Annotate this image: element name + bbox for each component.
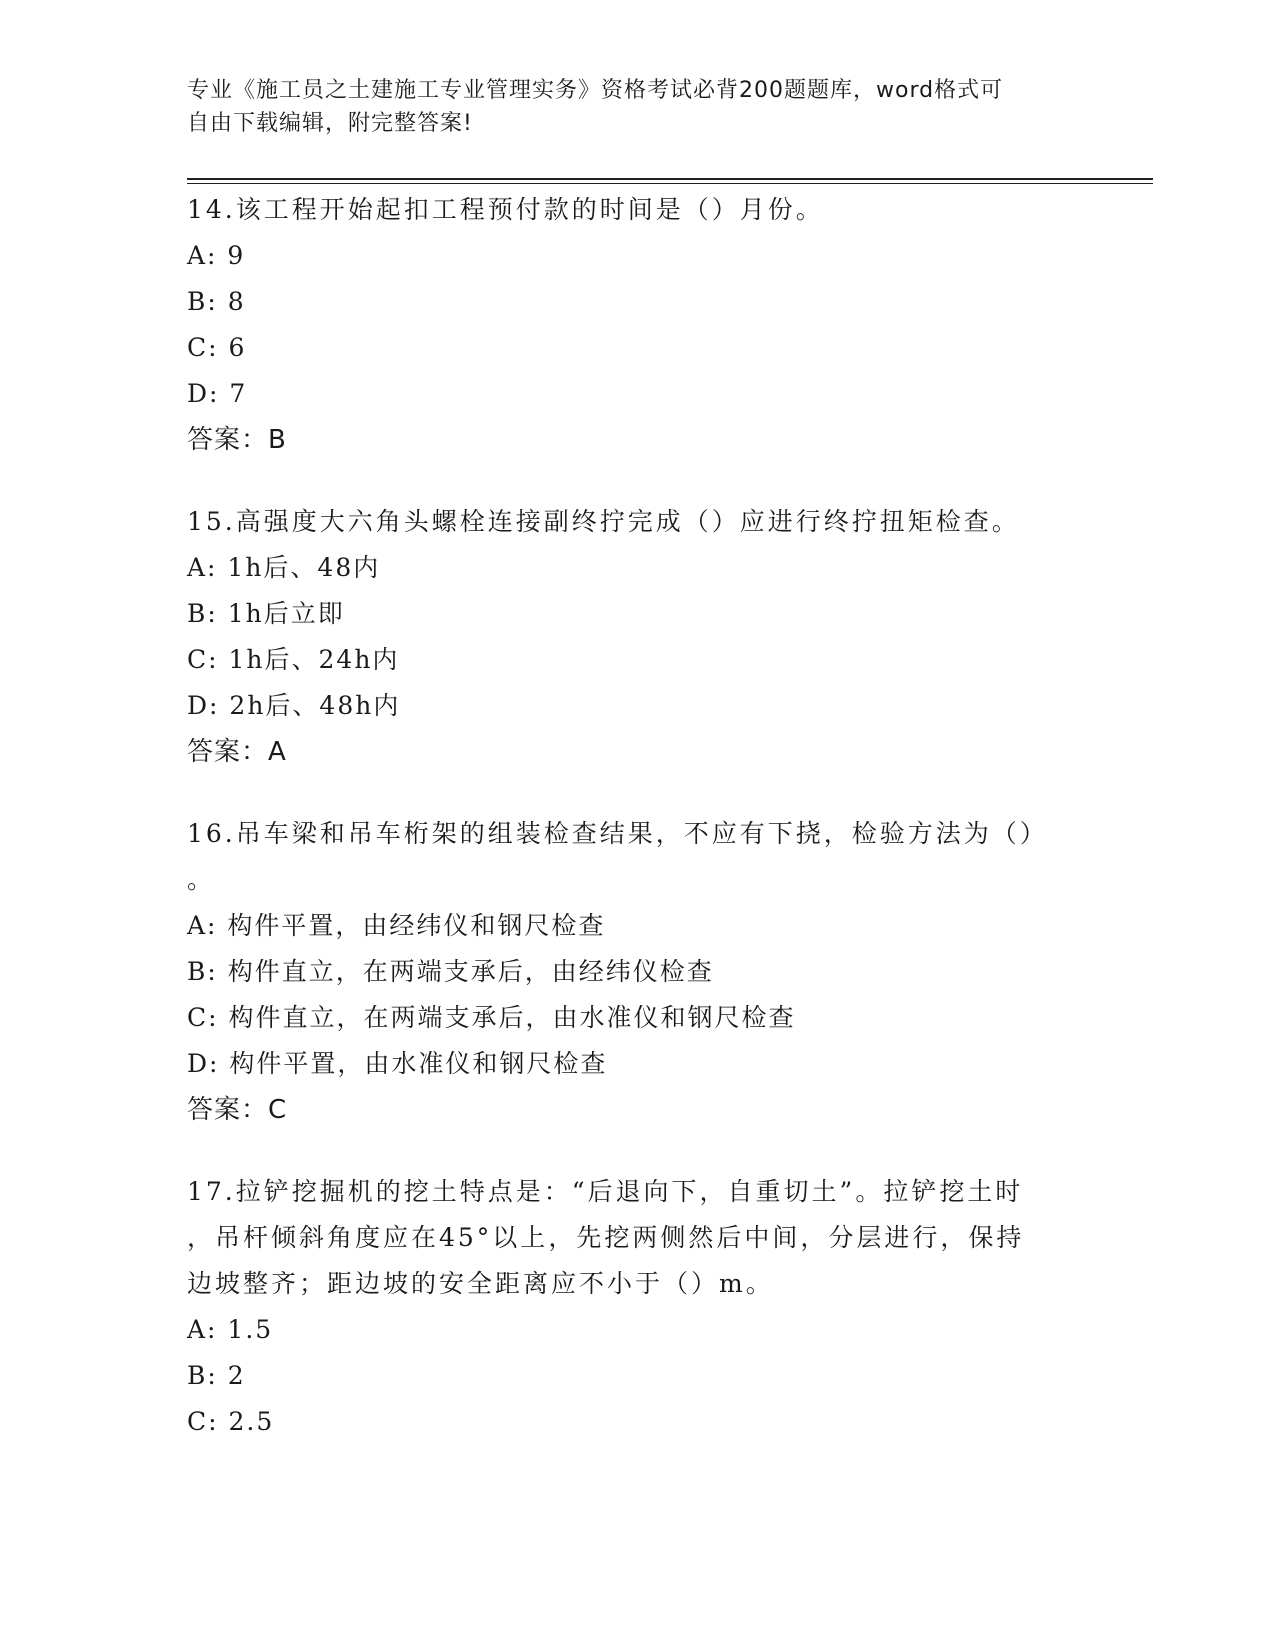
answer: 答案：C — [187, 1095, 288, 1125]
option-c: C: 构件直立，在两端支承后，由水准仪和钢尺检查 — [187, 1003, 796, 1032]
option-a: A: 构件平置，由经纬仪和钢尺检查 — [187, 911, 606, 940]
option-b: B: 8 — [187, 287, 246, 316]
option-b: B: 2 — [187, 1361, 246, 1390]
option-c: C: 6 — [187, 333, 247, 362]
question-list — [187, 187, 1087, 1481]
option-d: D: 7 — [187, 379, 248, 408]
header-divider-thick — [187, 178, 1153, 180]
answer: 答案：B — [187, 425, 287, 455]
option-a: A: 1.5 — [187, 1315, 274, 1344]
option-d: D: 2h后、48h内 — [187, 691, 401, 720]
option-b: B: 构件直立，在两端支承后，由经纬仪检查 — [187, 957, 714, 986]
question-stem: 15.高强度大六角头螺栓连接副终拧完成（）应进行终拧扭矩检查。 — [187, 507, 1020, 536]
question-stem-line-2: 。 — [187, 865, 216, 894]
header-divider-thin — [187, 183, 1153, 184]
question-16 — [187, 811, 1087, 1133]
option-d: D: 构件平置，由水准仪和钢尺检查 — [187, 1049, 608, 1078]
option-c: C: 2.5 — [187, 1407, 275, 1436]
document-header — [187, 74, 1067, 140]
question-stem-line-1: 17.拉铲挖掘机的挖土特点是：“后退向下，自重切土”。拉铲挖土时 — [187, 1177, 1024, 1206]
question-14 — [187, 187, 1087, 463]
header-title-line-2: 自由下载编辑，附完整答案! — [187, 111, 473, 136]
header-title-line-1: 专业《施工员之土建施工专业管理实务》资格考试必背200题题库，word格式可 — [187, 78, 1004, 103]
option-c: C: 1h后、24h内 — [187, 645, 400, 674]
question-stem-line-3: 边坡整齐；距边坡的安全距离应不小于（）m。 — [187, 1269, 774, 1298]
question-15 — [187, 499, 1087, 775]
option-a: A: 9 — [187, 241, 246, 270]
question-stem-line-1: 16.吊车梁和吊车桁架的组装检查结果，不应有下挠，检验方法为（） — [187, 819, 1048, 848]
answer: 答案：A — [187, 737, 287, 767]
question-stem: 14.该工程开始起扣工程预付款的时间是（）月份。 — [187, 195, 824, 224]
question-17 — [187, 1169, 1087, 1445]
question-stem-line-2: ，吊杆倾斜角度应在45°以上，先挖两侧然后中间，分层进行，保持 — [187, 1223, 1025, 1252]
option-a: A: 1h后、48内 — [187, 553, 381, 582]
option-b: B: 1h后立即 — [187, 599, 345, 628]
